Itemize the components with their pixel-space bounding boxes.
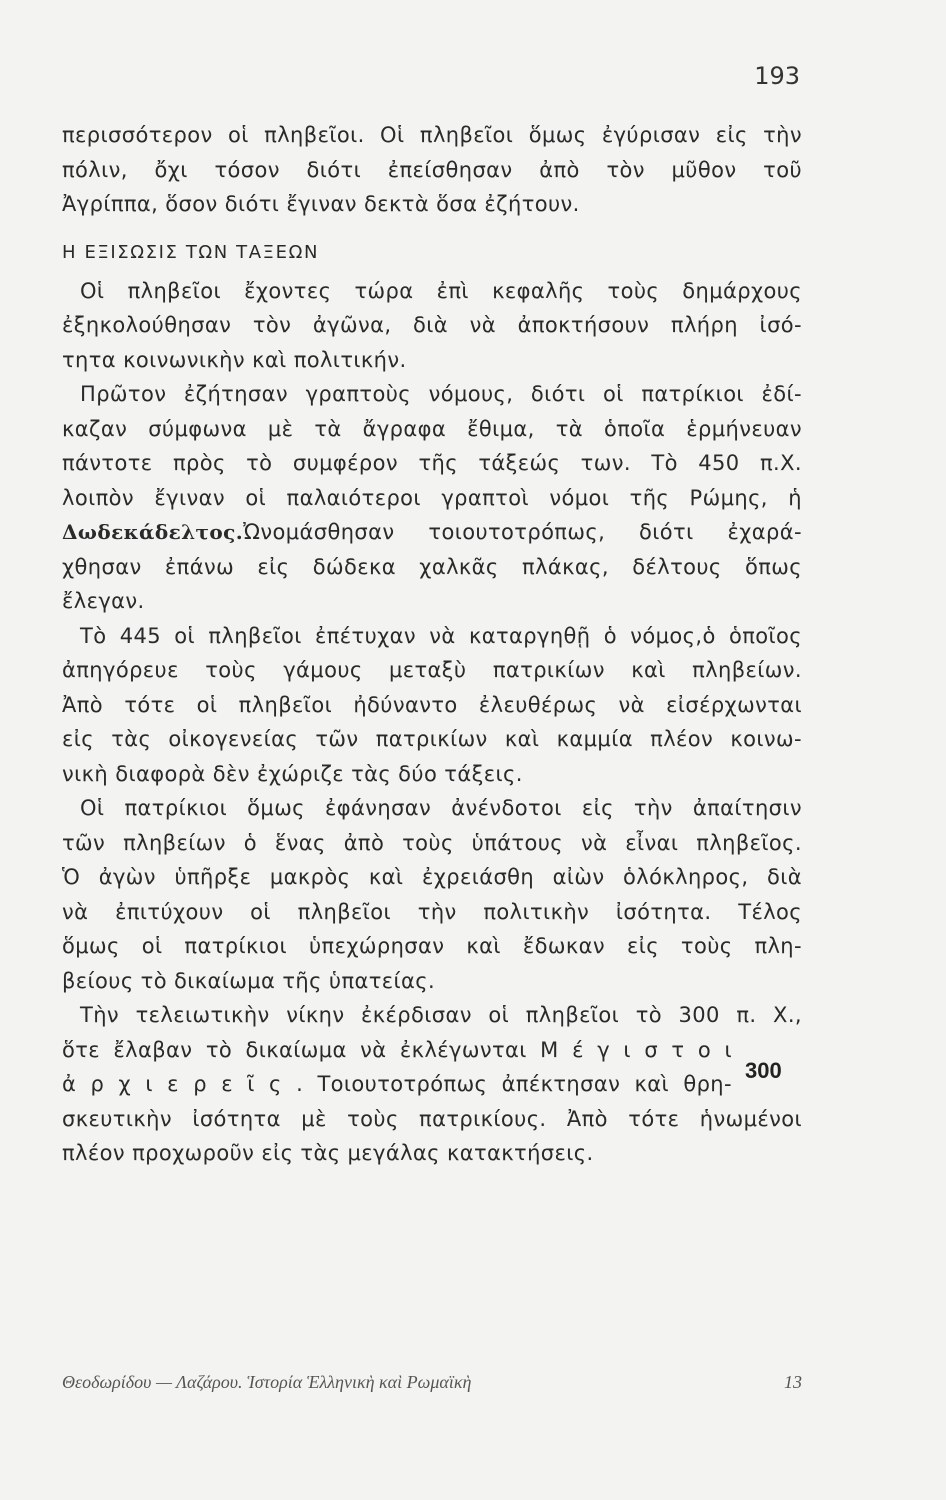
text-line: ἐξηκολούθησαν τὸν ἀγῶνα, διὰ νὰ ἀποκτήσουν πλήρη ἰσό- — [62, 313, 802, 337]
text-line: ὅτε ἔλαβαν τὸ δικαίωμα νὰ ἐκλέγωνται Μ έ γ ι σ τ ο ι — [62, 1037, 732, 1062]
footer-signature: 13 — [784, 1372, 802, 1392]
text-line: Ἀπὸ τότε οἱ πληβεῖοι ἠδύναντο ἐλευθέρως νὰ εἰσέρχωνται — [62, 692, 802, 717]
text-line: πλέον προχωροῦν εἰς τὰς μεγάλας κατακτήσεις. — [62, 1141, 594, 1165]
margin-note-year: 300 — [745, 1058, 782, 1083]
text-line: Τὴν τελειωτικὴν νίκην ἐκέρδισαν οἱ πληβεῖοι τὸ 300 π. Χ., — [80, 1003, 802, 1027]
text-line: νὰ ἐπιτύχουν οἱ πληβεῖοι τὴν πολιτικὴν ἰσότητα. Τέλος — [62, 899, 802, 924]
text-line — [62, 515, 802, 550]
text-line: πάντοτε πρὸς τὸ συμφέρον τῆς τάξεώς των. Τὸ 450 π.Χ. — [62, 451, 802, 475]
text-line: βείους τὸ δικαίωμα τῆς ὑπατείας. — [62, 968, 436, 993]
text-line: Οἱ πατρίκιοι ὅμως ἐφάνησαν ἀνένδοτοι εἰς τὴν ἀπαίτησιν — [80, 796, 802, 820]
footer-citation: Θεοδωρίδου — Λαζάρου. Ἱστορία Ἑλληνικὴ καὶ Ρωμαϊκὴ — [62, 1372, 472, 1392]
text-line: Πρῶτον ἐζήτησαν γραπτοὺς νόμους, διότι οἱ πατρίκιοι ἐδί- — [80, 382, 802, 406]
text-line-rest: Ὠνομάσθησαν τοιουτοτρόπως, διότι ἐχαρά- — [243, 520, 802, 544]
text-line: τητα κοινωνικὴν καὶ πολιτικήν. — [62, 347, 407, 372]
text-line: ἀ ρ χ ι ε ρ ε ῖ ς . Τοιουτοτρόπως ἀπέκτησαν καὶ θρη- — [62, 1072, 732, 1096]
text-line: νικὴ διαφορὰ δὲν ἐχώριζε τὰς δύο τάξεις. — [62, 761, 523, 786]
text-line: τῶν πληβείων ὁ ἕνας ἀπὸ τοὺς ὑπάτους νὰ εἶναι πληβεῖος. — [62, 830, 802, 855]
text-line: Ἀγρίππα, ὅσον διότι ἔγιναν δεκτὰ ὅσα ἐζήτουν. — [62, 192, 580, 216]
text-line: ἀπηγόρευε τοὺς γάμους μεταξὺ πατρικίων καὶ πληβείων. — [62, 658, 802, 682]
body-text — [62, 118, 802, 1171]
text-line: Οἱ πληβεῖοι ἔχοντες τώρα ἐπὶ κεφαλῆς τοὺς δημάρχους — [80, 278, 802, 303]
bold-term: Δωδεκάδελτος. — [62, 520, 244, 544]
text-line: Ὁ ἀγὼν ὑπῆρξε μακρὸς καὶ ἐχρειάσθη αἰὼν ὁλόκληρος, διὰ — [62, 865, 802, 889]
text-line: καζαν σύμφωνα μὲ τὰ ἄγραφα ἔθιμα, τὰ ὁποῖα ἑρμήνευαν — [62, 416, 802, 441]
page-number: 193 — [754, 62, 800, 90]
text-line: χθησαν ἐπάνω εἰς δώδεκα χαλκᾶς πλάκας, δέλτους ὅπως — [62, 554, 802, 579]
text-line: περισσότερον οἱ πληβεῖοι. Οἱ πληβεῖοι ὅμως ἐγύρισαν εἰς τὴν — [62, 123, 802, 147]
text-line: Τὸ 445 οἱ πληβεῖοι ἐπέτυχαν νὰ καταργηθῇ ὁ νόμος,ὁ ὁποῖος — [80, 623, 802, 648]
text-line: λοιπὸν ἔγιναν οἱ παλαιότεροι γραπτοὶ νόμοι τῆς Ρώμης, ἡ — [62, 485, 802, 510]
page-footer — [62, 1372, 802, 1393]
text-line: ἔλεγαν. — [62, 589, 145, 613]
text-line: ὅμως οἱ πατρίκιοι ὑπεχώρησαν καὶ ἔδωκαν εἰς τοὺς πλη- — [62, 934, 802, 958]
text-line: εἰς τὰς οἰκογενείας τῶν πατρικίων καὶ καμμία πλέον κοινω- — [62, 727, 802, 751]
text-line: σκευτικὴν ἰσότητα μὲ τοὺς πατρικίους. Ἀπὸ τότε ἡνωμένοι — [62, 1106, 802, 1131]
section-heading: Η ΕΞΙΣΩΣΙΣ ΤΩΝ ΤΑΞΕΩΝ — [62, 241, 320, 263]
text-line: πόλιν, ὄχι τόσον διότι ἐπείσθησαν ἀπὸ τὸν μῦθον τοῦ — [62, 157, 802, 182]
